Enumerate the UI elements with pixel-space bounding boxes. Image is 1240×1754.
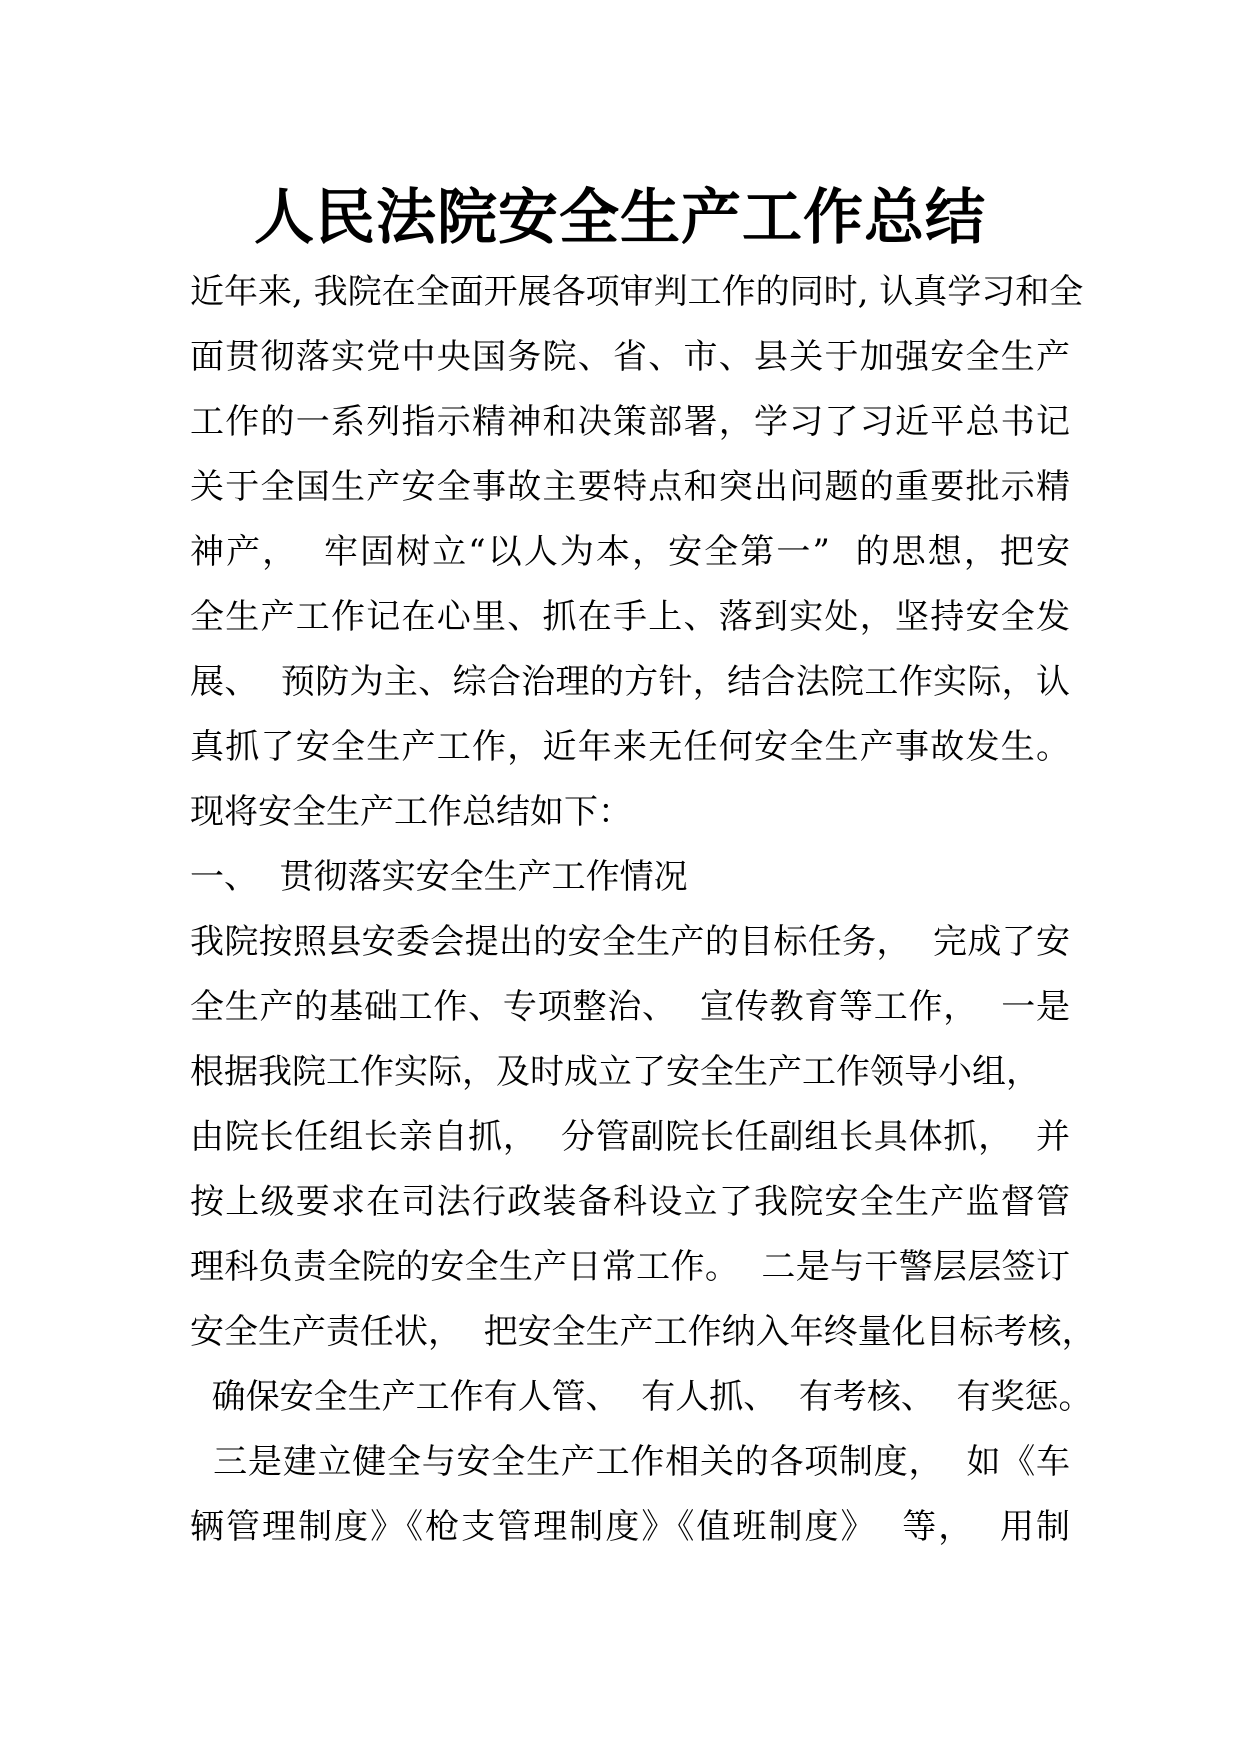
body-line: 关于全国生产安全事故主要特点和突出问题的重要批示精 bbox=[190, 467, 1070, 507]
document-title: 人民法院安全生产工作总结 bbox=[254, 183, 986, 253]
body-line: 面贯彻落实党中央国务院、省、市、县关于加强安全生产 bbox=[190, 337, 1070, 377]
body-line: 确保安全生产工作有人管、 有人抓、 有考核、 有奖惩。 bbox=[190, 1377, 1093, 1417]
body-line: 全生产工作记在心里、抓在手上、落到实处，坚持安全发 bbox=[190, 597, 1070, 637]
body-line: 真抓了安全生产工作，近年来无任何安全生产事故发生。 bbox=[190, 727, 1070, 767]
body-line: 神产， 牢固树立“以人为本，安全第一” 的思想，把安 bbox=[190, 532, 1070, 572]
body-line: 全生产的基础工作、专项整治、 宣传教育等工作， 一是 bbox=[190, 987, 1070, 1027]
body-line: 展、 预防为主、综合治理的方针，结合法院工作实际，认 bbox=[190, 662, 1070, 702]
body-line: 根据我院工作实际，及时成立了安全生产工作领导小组， bbox=[190, 1052, 1040, 1092]
body-line: 由院长任组长亲自抓， 分管副院长任副组长具体抓， 并 bbox=[190, 1117, 1070, 1157]
body-line: 工作的一系列指示精神和决策部署，学习了习近平总书记 bbox=[190, 402, 1070, 442]
body-line: 现将安全生产工作总结如下： bbox=[190, 792, 632, 832]
body-line: 理科负责全院的安全生产日常工作。 二是与干警层层签订 bbox=[190, 1247, 1070, 1287]
body-line: 安全生产责任状， 把安全生产工作纳入年终量化目标考核， bbox=[190, 1312, 1096, 1352]
body-line: 按上级要求在司法行政装备科设立了我院安全生产监督管 bbox=[190, 1182, 1070, 1222]
section-heading: 一、 贯彻落实安全生产工作情况 bbox=[190, 857, 688, 897]
body-line: 我院按照县安委会提出的安全生产的目标任务， 完成了安 bbox=[190, 922, 1070, 962]
body-line: 近年来, 我院在全面开展各项审判工作的同时, 认真学习和全 bbox=[190, 272, 1084, 312]
body-line: 辆管理制度》《枪支管理制度》《值班制度》 等， 用制 bbox=[190, 1507, 1070, 1547]
body-line: 三是建立健全与安全生产工作相关的各项制度， 如《车 bbox=[190, 1442, 1070, 1482]
document-body bbox=[190, 260, 1096, 1560]
